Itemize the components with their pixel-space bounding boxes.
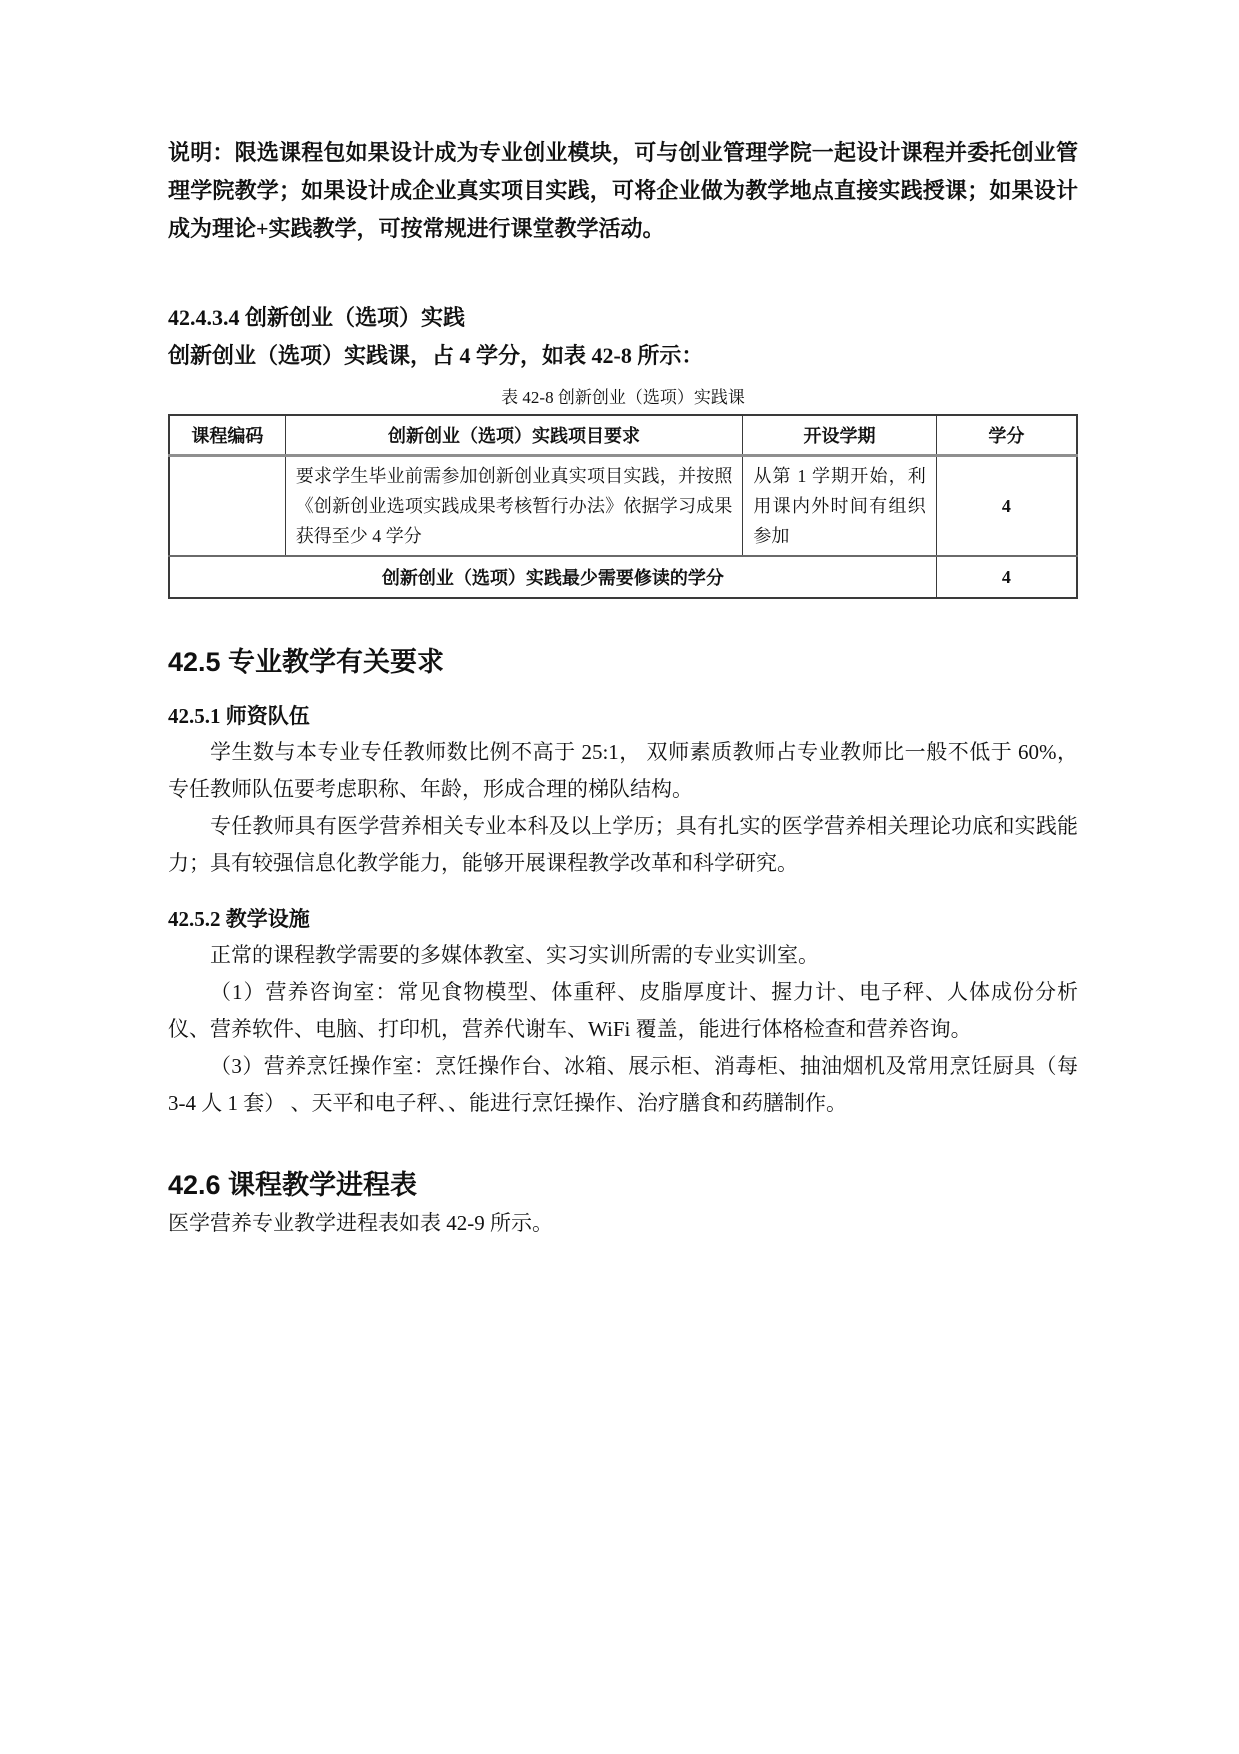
paragraph-faculty-ratio: 学生数与本专业专任教师数比例不高于 25:1， 双师素质教师占专业教师比一般不低于 60%，专任教师队伍要考虑职称、年龄，形成合理的梯队结构。 (168, 740, 1078, 801)
heading-42-5: 42.5 专业教学有关要求 (168, 647, 445, 677)
col-header-semester: 开设学期 (743, 415, 936, 456)
paragraph-faculty-qualification: 专任教师具有医学营养相关专业本科及以上学历；具有扎实的医学营养相关理论功底和实践能力；具有较强信息化教学能力，能够开展课程教学改革和科学研究。 (168, 814, 1078, 875)
cell-credits: 4 (936, 456, 1077, 557)
cell-course-code (169, 456, 285, 557)
paragraph-cooking-room: （3）营养烹饪操作室：烹饪操作台、冰箱、展示柜、消毒柜、抽油烟机及常用烹饪厨具（每 3-4 人 1 套） 、天平和电子秤、、能进行烹饪操作、治疗膳食和药膳制作。 (168, 1054, 1078, 1115)
cell-requirement: 要求学生毕业前需参加创新创业真实项目实践，并按照《创新创业选项实践成果考核暂行办法》依据学习成果获得至少 4 学分 (285, 456, 743, 557)
table-42-8 (168, 414, 1078, 599)
paragraph-facilities-general: 正常的课程教学需要的多媒体教室、实习实训所需的专业实训室。 (210, 943, 819, 967)
cell-total-label: 创新创业（选项）实践最少需要修读的学分 (169, 556, 936, 598)
lead-paragraph-42-4-3-4: 创新创业（选项）实践课，占 4 学分，如表 42-8 所示： (168, 343, 704, 368)
heading-42-6: 42.6 课程教学进程表 (168, 1170, 418, 1200)
table-total-row (169, 556, 1077, 598)
table-header-row (169, 415, 1077, 456)
heading-42-5-1: 42.5.1 师资队伍 (168, 704, 310, 728)
heading-42-4-3-4: 42.4.3.4 创新创业（选项）实践 (168, 305, 466, 330)
col-header-credits: 学分 (936, 415, 1077, 456)
table-row (169, 456, 1077, 557)
cell-semester: 从第 1 学期开始，利用课内外时间有组织参加 (743, 456, 936, 557)
heading-42-5-2: 42.5.2 教学设施 (168, 907, 310, 931)
paragraph-schedule-reference: 医学营养专业教学进程表如表 42-9 所示。 (168, 1211, 553, 1235)
paragraph-nutrition-consult-room: （1）营养咨询室：常见食物模型、体重秤、皮脂厚度计、握力计、电子秤、人体成份分析仪、营养软件、电脑、打印机，营养代谢车、WiFi 覆盖，能进行体格检查和营养咨询。 (168, 980, 1078, 1041)
note-paragraph: 说明：限选课程包如果设计成为专业创业模块，可与创业管理学院一起设计课程并委托创业管理学院教学；如果设计成企业真实项目实践，可将企业做为教学地点直接实践授课；如果设计成为理论+实践教学，可按常规进行课堂教学活动。 (168, 140, 1078, 241)
col-header-requirement: 创新创业（选项）实践项目要求 (285, 415, 743, 456)
col-header-course-code: 课程编码 (169, 415, 285, 456)
cell-total-credits: 4 (936, 556, 1077, 598)
table-42-8-caption: 表 42-8 创新创业（选项）实践课 (501, 388, 745, 407)
